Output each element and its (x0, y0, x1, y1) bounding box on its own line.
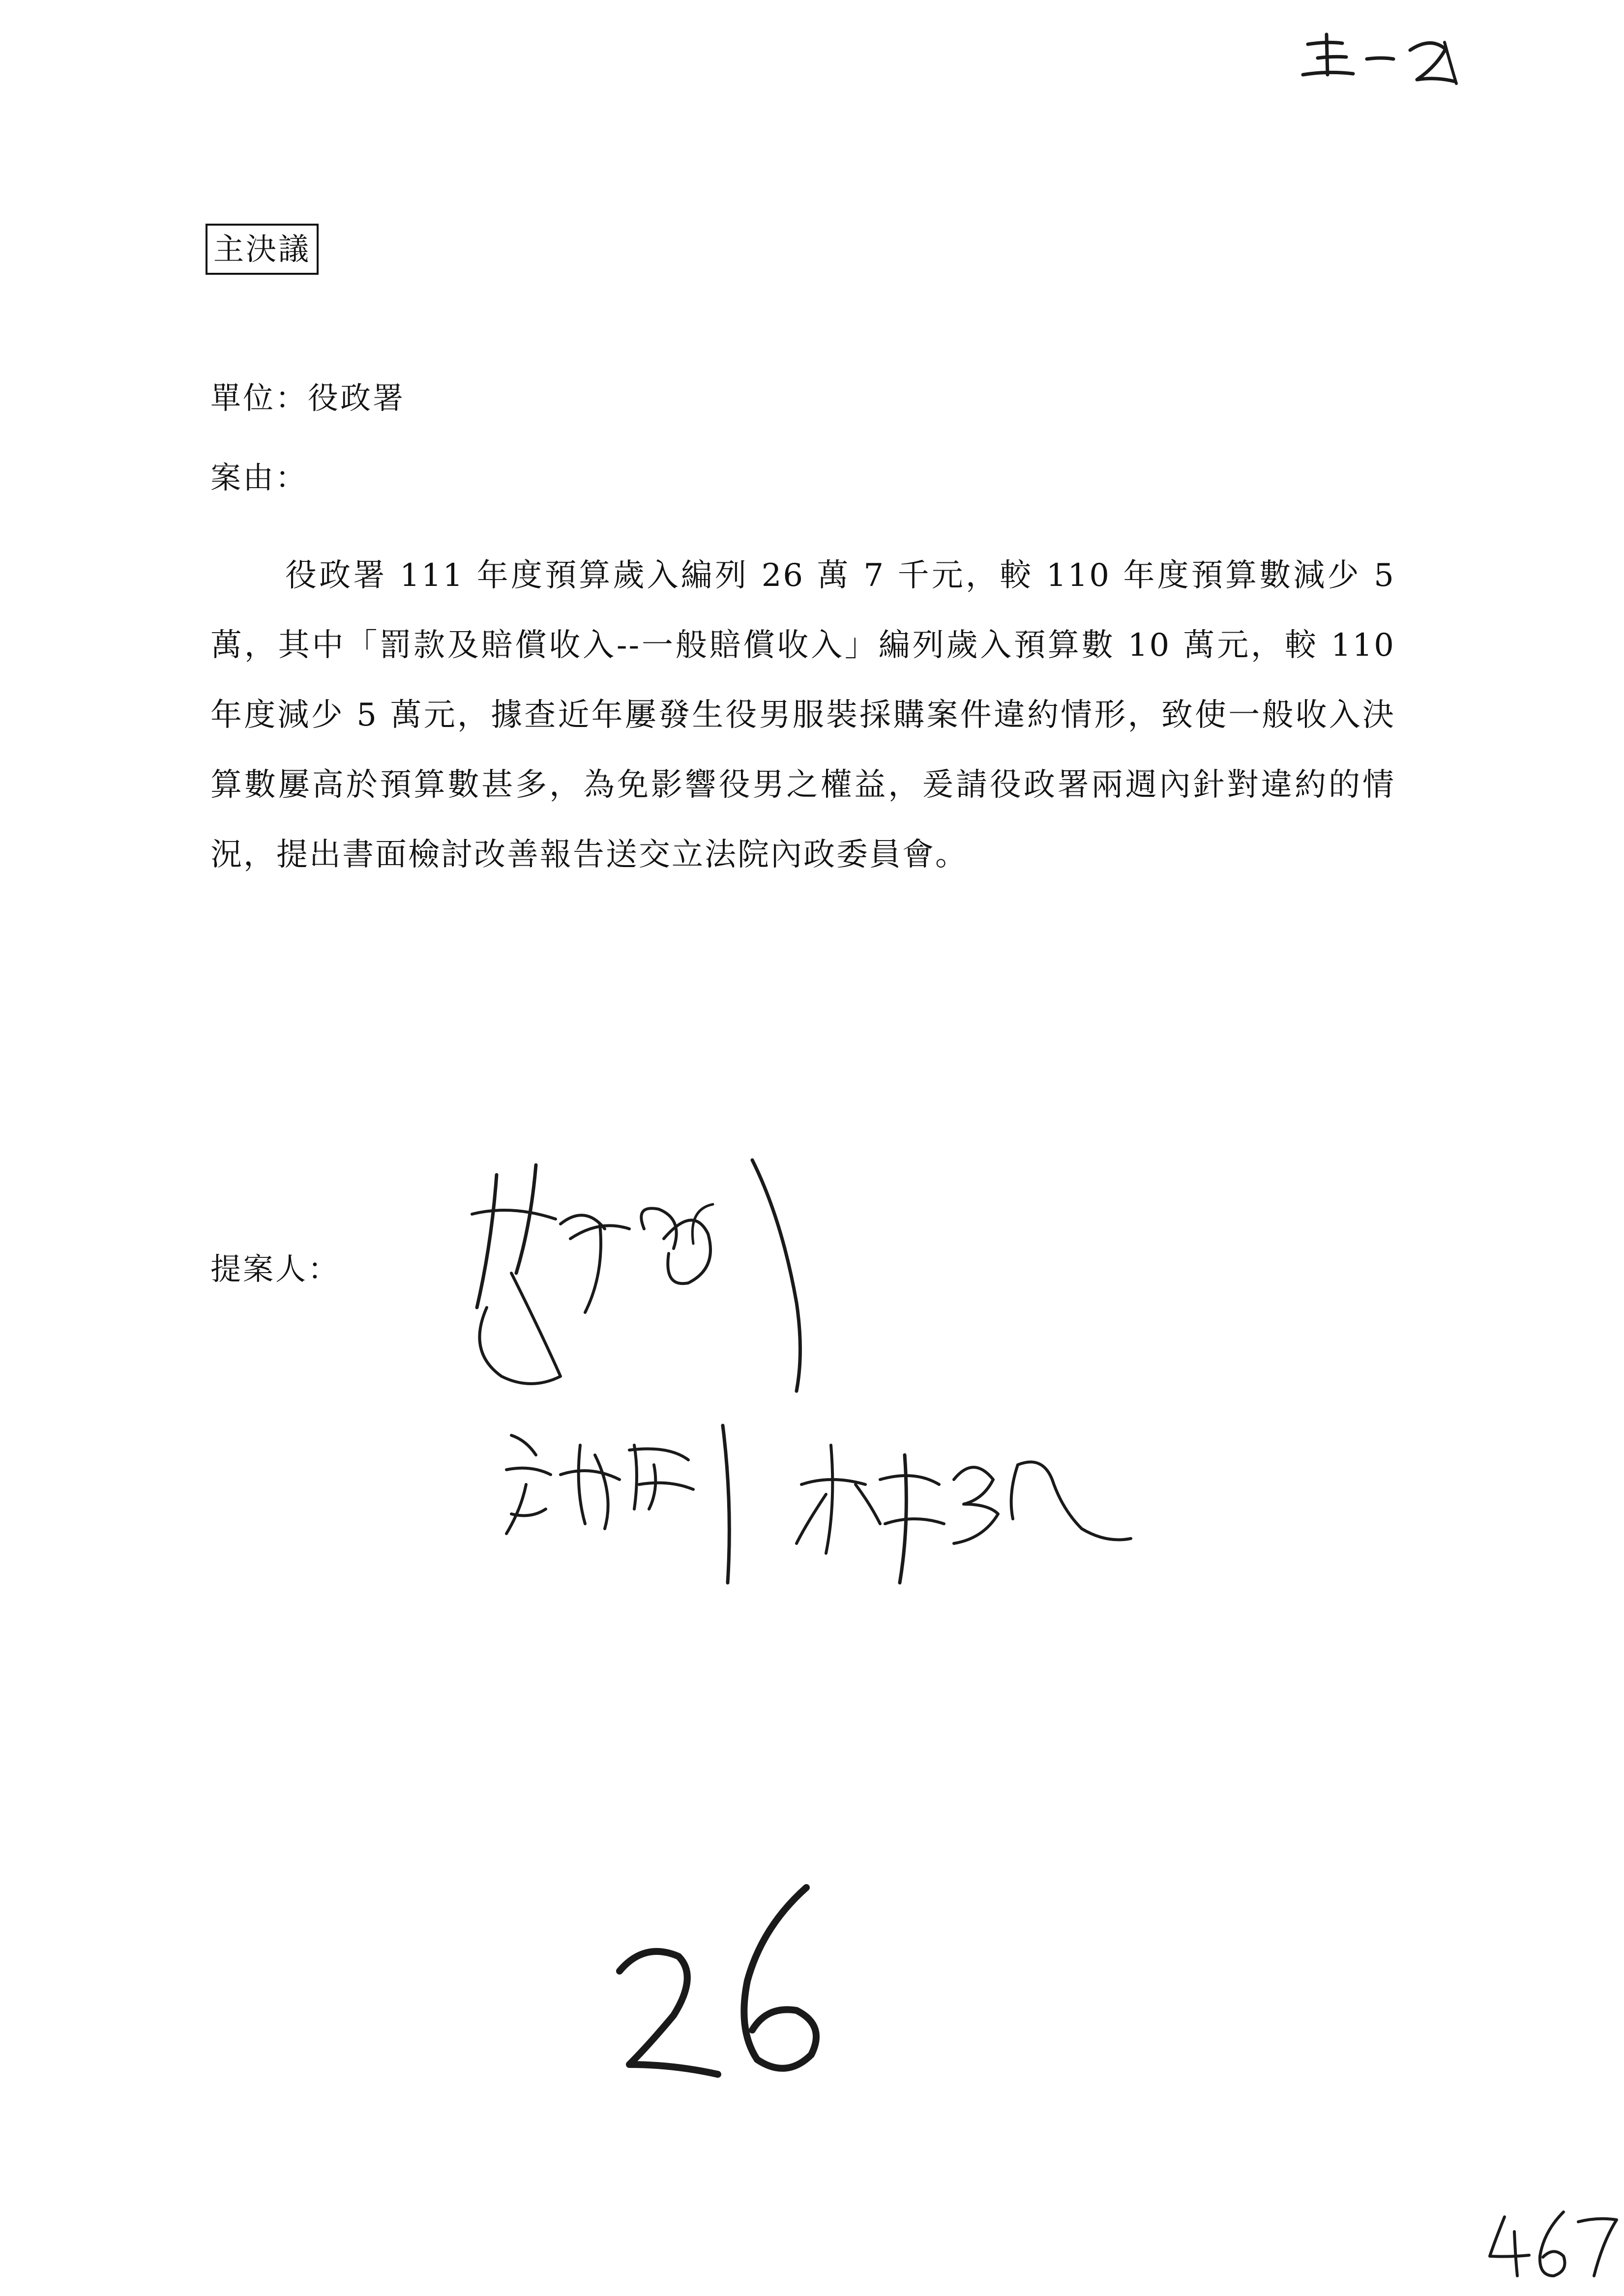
unit-value: 役政署 (308, 380, 406, 416)
proposer-signature-3 (787, 1425, 1141, 1593)
proposer-signature-2 (492, 1416, 757, 1602)
resolution-type-label: 主決議 (206, 224, 319, 275)
unit-label: 單位： (210, 380, 308, 416)
handwritten-mark-top-right (1288, 20, 1465, 98)
handwritten-page-number (1485, 2202, 1623, 2286)
unit-line (210, 378, 405, 419)
reason-label: 案由： (210, 460, 308, 495)
handwritten-item-number (600, 1868, 856, 2114)
proposer-label: 提案人： (210, 1251, 341, 1287)
reason-body-text: 役政署 111 年度預算歲入編列 26 萬 7 千元，較 110 年度預算數減少 5 萬，其中「罰款及賠償收入--一般賠償收入」編列歲入預算數 10 萬元，較 110 年度減少 5 萬元，據查近年屢發生役男服裝採購案件違約情形，致使一般收入決算數屢高於預算數甚多，為免影響役男之權益，爰請役政署兩週內針對違約的情況，提出書面檢討改善報告送交立法院內政委員會。 (210, 557, 1395, 873)
proposer-signature-1 (457, 1145, 811, 1411)
